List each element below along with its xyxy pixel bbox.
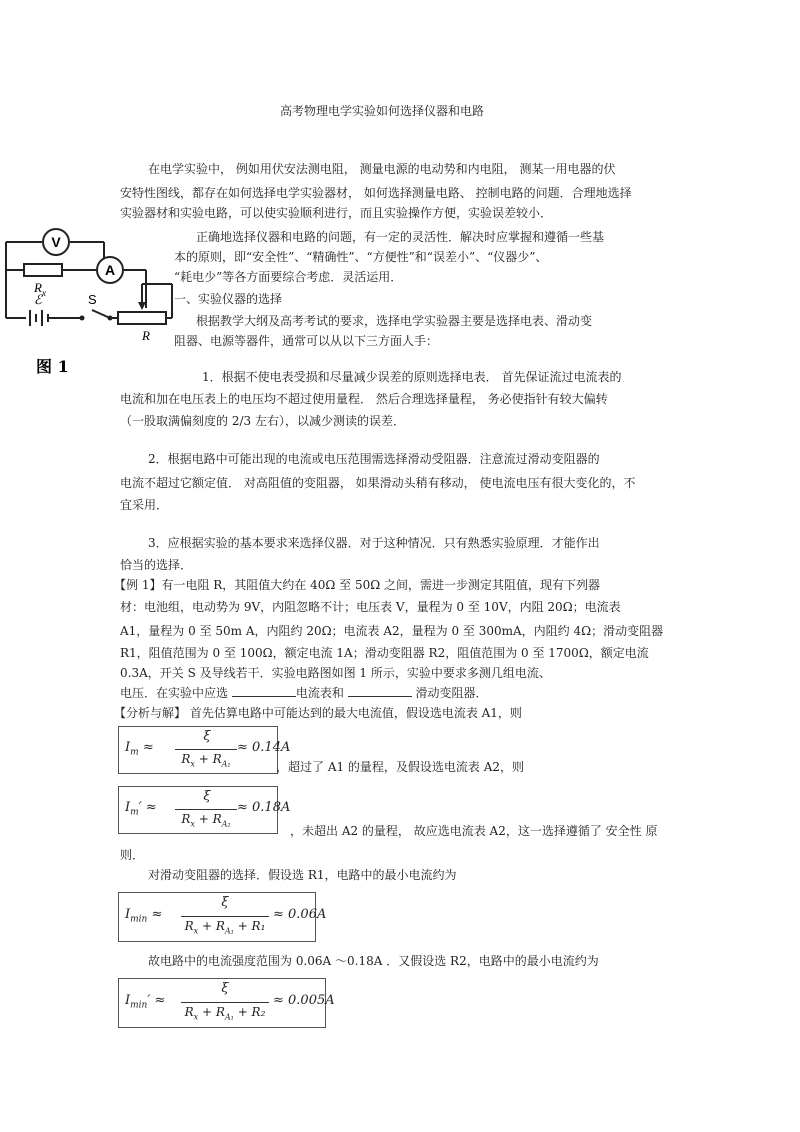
example-line-5: 0.3A，开关 S 及导线若干．实验电路图如图 1 所示，实验中要求多测几组电流、 bbox=[120, 666, 551, 680]
section-heading: 一、实验仪器的选择 bbox=[174, 292, 283, 306]
answer-blank-rheostat[interactable] bbox=[348, 686, 412, 697]
formula2-denominator: $R_x + R_{A_2}$ bbox=[181, 812, 231, 829]
example-question-line bbox=[120, 686, 488, 700]
analysis-line-5: 对滑动变阻器的选择．假设选 R1，电路中的最小电流约为 bbox=[148, 868, 457, 882]
formula3-lhs: $I_{min}$ ≈ bbox=[125, 907, 163, 925]
item2-line-1: 2．根据电路中可能出现的电流或电压范围需选择滑动受阻器．注意流过滑动变阻器的 bbox=[148, 452, 600, 466]
item3-line-2: 恰当的选择． bbox=[120, 558, 193, 572]
item1-line-2: 电流和加在电压表上的电压均不超过使用量程． 然后合理选择量程， 务必使指针有较大偏转 bbox=[120, 392, 608, 406]
intro-line-1: 在电学实验中， 例如用伏安法测电阻， 测量电源的电动势和内电阻， 测某一用电器的伏 bbox=[148, 162, 616, 176]
example-line-3: A1，量程为 0 至 50m A，内阻约 20Ω；电流表 A2，量程为 0 至 300mA，内阻约 4Ω；滑动变阻器 bbox=[120, 624, 664, 638]
emf-label: ℰ bbox=[34, 292, 42, 307]
formula3-denominator: $R_x + R_{A_1} + R_1$ bbox=[184, 919, 266, 936]
page-title: 高考物理电学实验如何选择仪器和电路 bbox=[280, 104, 485, 118]
formula1-numerator: ξ bbox=[203, 729, 211, 744]
circuit-figure bbox=[0, 222, 180, 382]
formula-box-3 bbox=[118, 892, 327, 942]
formula-box-2 bbox=[118, 786, 291, 834]
para2-line-1: 正确地选择仪器和电路的问题，有一定的灵活性．解决时应掌握和遵循一些基 bbox=[196, 230, 605, 244]
para2-line-3: “耗电少”等各方面要综合考虑．灵活运用． bbox=[174, 270, 403, 284]
item1-line-1: 1．根据不使电表受损和尽量减少误差的原则选择电表． 首先保证流过电流表的 bbox=[202, 370, 622, 384]
analysis-line-1: 【分析与解】 首先估算电路中可能达到的最大电流值，假设选电流表 A1，则 bbox=[114, 706, 522, 720]
analysis-line-4: 则． bbox=[120, 848, 145, 862]
formula4-denominator: $R_x + R_{A_1} + R_2$ bbox=[184, 1005, 266, 1022]
question-part-b: 电流表和 bbox=[295, 686, 344, 700]
formula3-result: ≈ 0.06A bbox=[273, 907, 327, 922]
item3-line-1: 3．应根据实验的基本要求来选择仪器．对于这种情况．只有熟悉实验原理．才能作出 bbox=[148, 536, 600, 550]
formula1-result: ≈ 0.14A bbox=[237, 740, 291, 755]
analysis-line-6: 故电路中的电流强度范围为 0.06A ～0.18A ．又假设选 R2，电路中的最小电流约为 bbox=[148, 954, 599, 968]
formula2-numerator: ξ bbox=[203, 789, 211, 804]
intro-line-3: 实验器材和实验电路，可以使实验顺利进行，而且实验操作方便，实验误差较小． bbox=[120, 206, 553, 220]
para2-line-2: 本的原则，即“安全性”、“精确性”、“方便性”和“误差小”、“仪器少”、 bbox=[174, 250, 548, 264]
example-line-1: 【例 1】有一电阻 R，其阻值大约在 40Ω 至 50Ω 之间，需进一步测定其阻值，现有下列器 bbox=[114, 578, 600, 592]
example-line-4: R1，阻值范围为 0 至 100Ω，额定电流 1A；滑动变阻器 R2，阻值范围为 0 至 1700Ω，额定电流 bbox=[120, 646, 649, 660]
switch-label: S bbox=[88, 292, 97, 307]
formula4-result: ≈ 0.005A bbox=[273, 993, 335, 1008]
answer-blank-ammeter[interactable] bbox=[232, 686, 296, 697]
voltmeter-label: V bbox=[51, 234, 61, 250]
formula3-numerator: ξ bbox=[221, 895, 229, 910]
question-part-a: 电压．在实验中应选 bbox=[120, 686, 229, 700]
rx-sub-label: x bbox=[42, 288, 46, 298]
para3-line-2: 阻器、电源等器件，通常可以从以下三方面人手： bbox=[174, 334, 439, 348]
item2-line-2: 电流不超过它额定值． 对高阻值的变阻器， 如果滑动头稍有移动， 使电流电压有很大变化的，不 bbox=[120, 476, 636, 490]
formula-box-1 bbox=[118, 726, 291, 774]
para3-line-1: 根据教学大纲及高考考试的要求，选择电学实验器主要是选择电表、滑动变 bbox=[196, 314, 593, 328]
analysis-line-3: ，未超出 A2 的量程， 故应选电流表 A2，这一选择遵循了 安全性 原 bbox=[290, 824, 658, 838]
ammeter-label: A bbox=[104, 262, 116, 278]
formula-box-4 bbox=[118, 978, 335, 1028]
rx-label: R bbox=[34, 280, 42, 295]
item2-line-3: 宜采用． bbox=[120, 498, 169, 512]
formula2-lhs: $I_m'$ ≈ bbox=[125, 800, 157, 818]
formula1-lhs: $I_m$ ≈ bbox=[125, 740, 154, 758]
formula2-result: ≈ 0.18A bbox=[237, 800, 291, 815]
analysis-line-2: ，超过了 A1 的量程，及假设选电流表 A2，则 bbox=[276, 760, 525, 774]
rheostat-label: R bbox=[142, 328, 150, 343]
example-line-2: 材：电池组，电动势为 9V，内阻忽略不计；电压表 V，量程为 0 至 10V，内阻 20Ω；电流表 bbox=[120, 600, 621, 614]
intro-line-2: 安特性图线，都存在如何选择电学实验器材， 如何选择测量电路、 控制电路的问题．合理地选择 bbox=[120, 186, 632, 200]
formula4-lhs: $I_{min}'$ ≈ bbox=[125, 993, 166, 1011]
question-part-c: 滑动变阻器． bbox=[415, 686, 488, 700]
figure-caption: 图 1 bbox=[36, 357, 69, 376]
item1-line-3: （一股取满偏刻度的 2/3 左右），以减少测读的误差． bbox=[120, 414, 405, 428]
formula1-denominator: $R_x + R_{A_1}$ bbox=[181, 752, 231, 769]
formula4-numerator: ξ bbox=[221, 981, 229, 996]
